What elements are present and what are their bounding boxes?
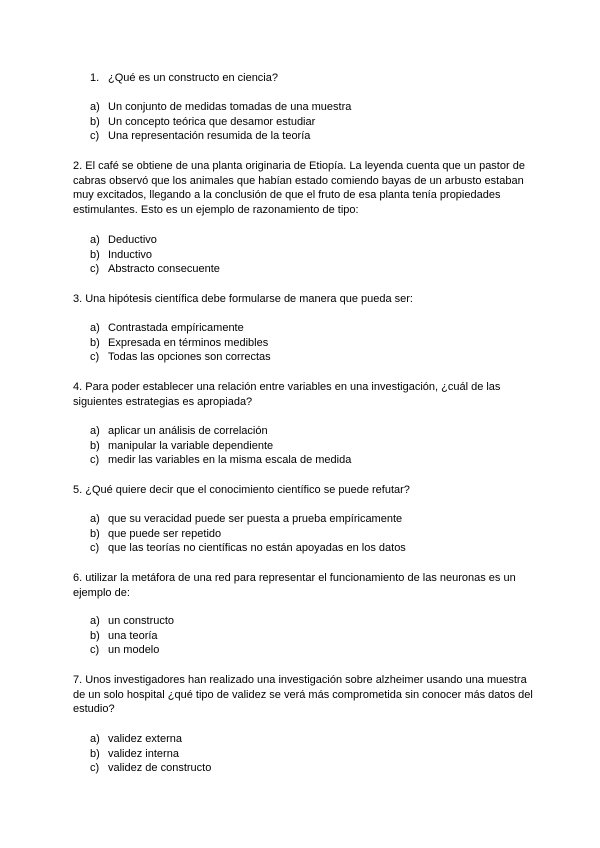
option-letter: c) xyxy=(90,454,100,467)
option-text: medir las variables en la misma escala de medida xyxy=(108,454,352,467)
option-item xyxy=(90,248,220,263)
option-item xyxy=(90,512,406,527)
option-item xyxy=(90,643,174,658)
option-item xyxy=(90,129,351,144)
option-letter: a) xyxy=(90,101,100,113)
option-letter: c) xyxy=(90,351,100,364)
option-item xyxy=(90,527,406,542)
option-letter: a) xyxy=(90,513,100,525)
option-text: Un concepto teórica que desamor estudiar xyxy=(108,115,316,128)
option-letter: c) xyxy=(90,130,100,143)
option-text: validez de constructo xyxy=(108,762,212,775)
question-7: 7. Unos investigadores han realizado una investigación sobre alzheimer usando una muestra de un solo hospital ¿qué tipo de validez se verá más comprometida sin conocer más datos del estudio? xyxy=(73,674,533,716)
option-text: aplicar un análisis de correlación xyxy=(108,425,268,437)
question-1 xyxy=(90,71,550,86)
option-letter: a) xyxy=(90,733,100,745)
option-item xyxy=(90,453,351,468)
option-text: Contrastada empíricamente xyxy=(108,322,244,334)
options-list-6 xyxy=(90,614,174,658)
option-text: una teoría xyxy=(108,629,158,642)
option-letter: c) xyxy=(90,762,100,775)
options-list-2 xyxy=(90,233,220,277)
question-text: ¿Qué es un constructo en ciencia? xyxy=(108,72,278,84)
option-item xyxy=(90,614,174,629)
option-item xyxy=(90,732,211,747)
option-item xyxy=(90,350,271,365)
option-text: manipular la variable dependiente xyxy=(108,439,274,452)
option-item xyxy=(90,100,351,115)
question-2: 2. El café se obtiene de una planta originaria de Etiopía. La leyenda cuenta que un pastor de cabras observó que los animales que habían estado comiendo bayas de un arbusto estaban muy excitados, llegando a la conclusión de que el fruto de esa planta tenía propiedades estimulantes. Esto es un ejemplo de razonamiento de tipo: xyxy=(73,160,525,216)
options-list-4 xyxy=(90,424,351,468)
option-letter: c) xyxy=(90,542,100,555)
option-letter: a) xyxy=(90,234,100,246)
question-5: 5. ¿Qué quiere decir que el conocimiento científico se puede refutar? xyxy=(73,484,410,496)
option-letter: a) xyxy=(90,615,100,627)
options-list-3 xyxy=(90,321,271,365)
option-item xyxy=(90,321,271,336)
option-letter: b) xyxy=(90,248,100,261)
option-text: Deductivo xyxy=(108,234,157,246)
option-text: validez externa xyxy=(108,733,182,745)
option-letter: b) xyxy=(90,527,100,540)
options-list-1 xyxy=(90,100,351,144)
option-letter: c) xyxy=(90,263,100,276)
option-item xyxy=(90,629,174,644)
option-item xyxy=(90,233,220,248)
option-item xyxy=(90,761,211,776)
option-text: Un conjunto de medidas tomadas de una muestra xyxy=(108,101,352,113)
question-6: 6. utilizar la metáfora de una red para representar el funcionamiento de las neuronas es un ejemplo de: xyxy=(73,572,516,599)
option-text: Abstracto consecuente xyxy=(108,263,220,276)
option-item xyxy=(90,336,271,351)
option-letter: b) xyxy=(90,336,100,349)
question-number: 1. xyxy=(90,72,100,84)
option-text: un constructo xyxy=(108,615,175,627)
option-letter: b) xyxy=(90,439,100,452)
option-text: que su veracidad puede ser puesta a prueba empíricamente xyxy=(108,513,403,525)
option-item xyxy=(90,439,351,454)
option-text: Expresada en términos medibles xyxy=(108,336,269,349)
option-text: Inductivo xyxy=(108,248,153,261)
question-3: 3. Una hipótesis científica debe formularse de manera que pueda ser: xyxy=(73,293,413,305)
option-text: Todas las opciones son correctas xyxy=(108,351,271,364)
option-letter: a) xyxy=(90,425,100,437)
options-list-7 xyxy=(90,732,211,776)
option-item xyxy=(90,747,211,762)
option-text: que puede ser repetido xyxy=(108,527,222,540)
options-list-5 xyxy=(90,512,406,556)
option-letter: b) xyxy=(90,747,100,760)
option-text: un modelo xyxy=(108,644,160,657)
option-item xyxy=(90,262,220,277)
option-text: Una representación resumida de la teoría xyxy=(108,130,311,143)
question-4: 4. Para poder establecer una relación entre variables en una investigación, ¿cuál de las siguientes estrategias es apropiada? xyxy=(73,381,501,408)
option-item xyxy=(90,541,406,556)
option-letter: a) xyxy=(90,322,100,334)
option-letter: b) xyxy=(90,629,100,642)
option-letter: b) xyxy=(90,115,100,128)
option-item xyxy=(90,115,351,130)
option-text: validez interna xyxy=(108,747,179,760)
option-item xyxy=(90,424,351,439)
option-text: que las teorías no científicas no están apoyadas en los datos xyxy=(108,542,406,555)
option-letter: c) xyxy=(90,644,100,657)
